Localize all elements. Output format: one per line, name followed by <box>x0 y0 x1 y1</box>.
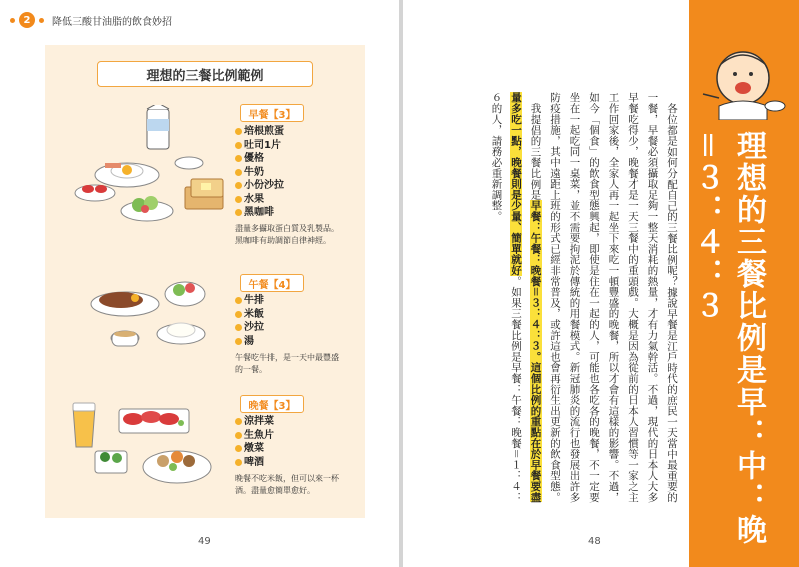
chapter-number-badge: 2 <box>19 12 35 28</box>
left-page <box>0 0 399 567</box>
dinner-illustration <box>65 395 235 495</box>
highlighted-text: 早餐：午餐：晚餐＝３：４：３。這個比例的重點在於早餐要盡量多吃一點，晚餐則是少量、簡單就好 <box>510 92 542 503</box>
body-text <box>467 92 681 510</box>
list-item: 優格 <box>235 152 284 166</box>
list-item: 水果 <box>235 193 284 207</box>
paragraph: 各位都是如何分配自己的三餐比例呢？據說早餐是江戶時代的庶民一天當中最重要的一餐，早餐必須攝取足夠一整天消耗的熱量，才有力氣幹活。不過，現代的日本人大多早餐吃得少，晚餐才是一天三餐中的重頭戲。大概是因為從前的日本人習慣等一家之主工作回家後，全家人再一起坐下來吃一頓豐盛的晚餐，所以才會有這樣的影響。不過，如今「個食」的飲食型態興起，即使是住在一起的人，可能也各吃各的晚餐，不一定要坐在一起吃同一桌菜，並不需要拘泥於傳統的用餐模式。新冠肺炎的流行也發展出許多防疫措施，其中遠距上班的形式已經非常普及，或許這也會再衍生出更新的飲食型態。 <box>549 92 678 503</box>
dinner-tag: 晚餐【3】 <box>240 395 304 413</box>
list-item: 啤酒 <box>235 456 274 470</box>
bullet-dot-icon <box>10 18 15 23</box>
breakfast-list <box>235 125 284 220</box>
bullet-icon <box>235 196 242 203</box>
page-number: 48 <box>588 536 601 547</box>
list-item: 培根煎蛋 <box>235 125 284 139</box>
bullet-icon <box>235 128 242 135</box>
lunch-tag: 午餐【4】 <box>240 274 304 292</box>
dinner-note: 晚餐不吃米飯，但可以來一杯 酒。盡量愈簡單愈好。 <box>235 474 339 495</box>
bullet-dot-icon <box>39 18 44 23</box>
list-item: 湯 <box>235 335 264 349</box>
breakfast-note: 盡量多攝取蛋白質及乳製品。 黑咖啡有助調節自律神經。 <box>235 224 339 245</box>
bullet-icon <box>235 142 242 149</box>
list-item: 黑咖啡 <box>235 206 284 220</box>
list-item: 牛奶 <box>235 166 284 180</box>
lunch-list <box>235 294 264 348</box>
bullet-icon <box>235 209 242 216</box>
list-item: 生魚片 <box>235 429 274 443</box>
lunch-illustration <box>85 280 235 360</box>
bullet-icon <box>235 338 242 345</box>
list-item: 米飯 <box>235 308 264 322</box>
bullet-icon <box>235 155 242 162</box>
right-page <box>403 0 799 567</box>
bullet-icon <box>235 311 242 318</box>
list-item: 沙拉 <box>235 321 264 335</box>
bullet-icon <box>235 418 242 425</box>
list-item: 吐司1片 <box>235 139 284 153</box>
panel-title: 理想的三餐比例範例 <box>97 61 313 87</box>
bullet-icon <box>235 432 242 439</box>
list-item: 小份沙拉 <box>235 179 284 193</box>
chapter-title: 降低三酸甘油脂的飲食妙招 <box>52 16 172 28</box>
bullet-icon <box>235 324 242 331</box>
list-item: 燉菜 <box>235 442 274 456</box>
page-number: 49 <box>198 536 211 547</box>
list-item: 牛排 <box>235 294 264 308</box>
chapter-header <box>10 12 172 28</box>
lunch-note: 午餐吃牛排，是一天中最豐盛 的一餐。 <box>235 353 339 374</box>
bullet-icon <box>235 445 242 452</box>
breakfast-illustration <box>55 105 233 225</box>
list-item: 涼拌菜 <box>235 415 274 429</box>
bullet-icon <box>235 459 242 466</box>
bullet-icon <box>235 297 242 304</box>
bullet-icon <box>235 169 242 176</box>
eating-man-illustration <box>699 40 789 120</box>
meal-example-panel <box>45 45 365 518</box>
paragraph: 我提倡的三餐比例是早餐：午餐：晚餐＝３：４：３。這個比例的重點在於早餐要盡量多吃一點，晚餐則是少量、簡單就好。如果三餐比例是早餐：午餐：晚餐＝１：４：６的人，請務必重新調整。 <box>490 92 542 503</box>
dinner-list <box>235 415 274 469</box>
page-title: 理想的三餐比例是早：中：晚＝３：４：３ <box>689 130 766 546</box>
breakfast-tag: 早餐【3】 <box>240 104 304 122</box>
bullet-icon <box>235 182 242 189</box>
